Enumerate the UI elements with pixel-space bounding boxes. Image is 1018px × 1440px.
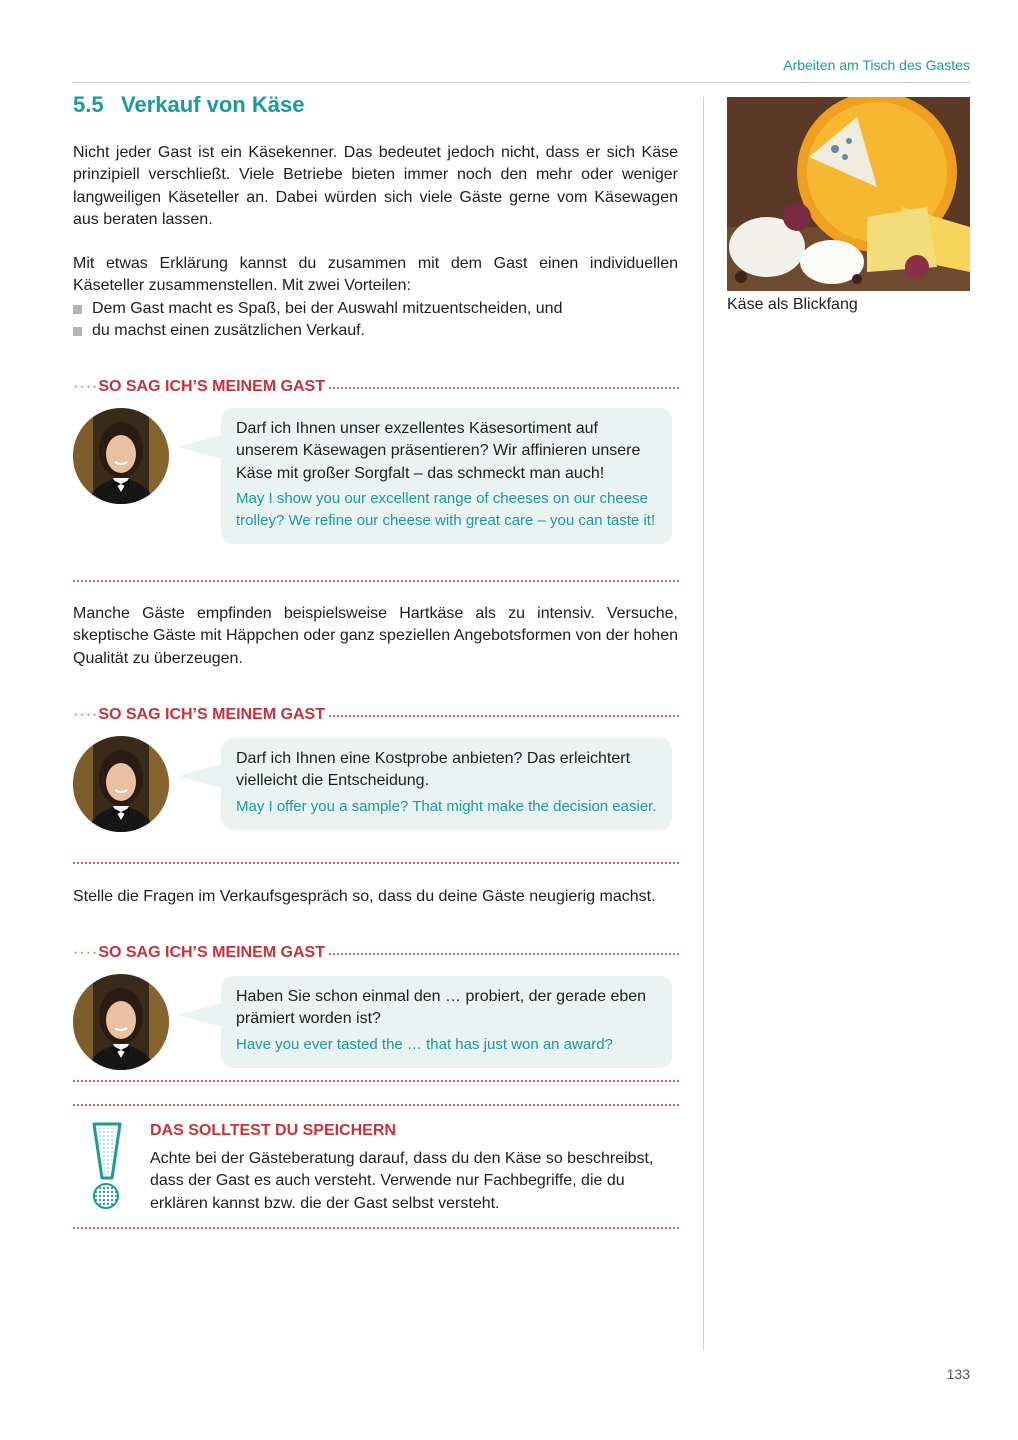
list-item: du machst einen zusätzlichen Verkauf. [73, 320, 678, 342]
speech-bubble [221, 976, 672, 1068]
paragraph-intro: Nicht jeder Gast ist ein Käsekenner. Das bedeutet jedoch nicht, dass er sich Käse prinzipiell verschließt. Viele Betriebe bieten immer noch den mehr oder weniger langweiligen Käseteller an. Dabei würden sich viele Gäste gerne vom Käsewagen aus beraten lassen. [73, 144, 678, 228]
dialog-english: May I offer you a sample? That might make the decision easier. [236, 797, 657, 815]
save-box-bottom-rule [73, 1227, 679, 1229]
speech-bubble-tail [178, 1003, 222, 1027]
speech-bubble-tail [178, 435, 222, 459]
dialog-english: Have you ever tasted the … that has just won an award? [236, 1035, 613, 1053]
list-item: Dem Gast macht es Spaß, bei der Auswahl mitzuentscheiden, und [73, 298, 678, 320]
dialog-german: Darf ich Ihnen unser exzellentes Käsesortiment auf unserem Käsewagen präsentieren? Wir affinieren unsere Käse mit großer Sorgfalt – das schmeckt man auch! [236, 420, 641, 482]
waitress-avatar [73, 974, 169, 1070]
waitress-avatar [73, 408, 169, 504]
exclamation-icon [86, 1122, 126, 1212]
dialog-bottom-rule [73, 862, 679, 864]
dialog-bottom-rule [73, 1080, 679, 1082]
dialog-german: Haben Sie schon einmal den … probiert, der gerade eben prämiert worden ist? [236, 988, 647, 1028]
speech-bubble [221, 408, 672, 544]
paragraph-advantages: Mit etwas Erklärung kannst du zusammen mit dem Gast einen individuellen Käseteller zusammenstellen. Mit zwei Vorteilen: [73, 255, 678, 295]
section-title [73, 92, 304, 118]
speech-bubble [221, 738, 672, 830]
save-box-title: DAS SOLLTEST DU SPEICHERN [150, 1122, 396, 1139]
running-head: Arbeiten am Tisch des Gastes [783, 57, 970, 73]
dialog-german: Darf ich Ihnen eine Kostprobe anbieten? Das erleichtert vielleicht die Entscheidung. [236, 750, 631, 790]
waitress-avatar [73, 736, 169, 832]
bullet-square-icon [73, 327, 82, 336]
header-rule [73, 82, 970, 83]
bullet-square-icon [73, 305, 82, 314]
paragraph-questions: Stelle die Fragen im Verkaufsgespräch so, dass du deine Gäste neugierig machst. [73, 888, 656, 905]
paragraph-quality: Manche Gäste empfinden beispielsweise Hartkäse als zu intensiv. Versuche, skeptische Gäste mit Häppchen oder ganz speziellen Angebotsformen von der hohen Qualität zu überzeugen. [73, 605, 678, 667]
dialog-bottom-rule [73, 580, 679, 582]
dialog-label: ····SO SAG ICH’S MEINEM GAST [73, 706, 329, 724]
photo-caption: Käse als Blickfang [727, 296, 858, 313]
column-divider [703, 97, 704, 1350]
cheese-photo [727, 97, 970, 291]
dialog-label: ····SO SAG ICH’S MEINEM GAST [73, 378, 329, 396]
save-box-top-rule [73, 1104, 679, 1106]
section-title-text: Verkauf von Käse [121, 92, 305, 117]
section-number: 5.5 [73, 92, 104, 117]
dialog-label: ····SO SAG ICH’S MEINEM GAST [73, 944, 329, 962]
dialog-english: May I show you our excellent range of cheeses on our cheese trolley? We refine our cheese with great care – you can taste it! [236, 489, 656, 529]
page-number: 133 [946, 1366, 970, 1382]
save-box-text: Achte bei der Gästeberatung darauf, dass du den Käse so beschreibst, dass der Gast es auch versteht. Verwende nur Fachbegriffe, die du erklären kannst bzw. die der Gast selbst versteht. [150, 1150, 654, 1212]
bullet-list [73, 298, 678, 343]
speech-bubble-tail [178, 764, 222, 788]
